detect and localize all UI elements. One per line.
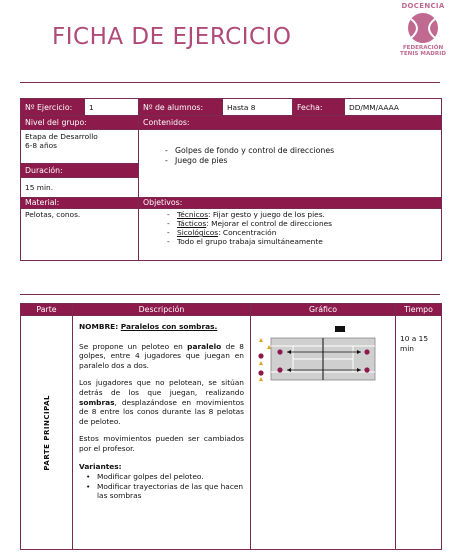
logo-org-line1: FEDERACIÓN — [402, 45, 444, 51]
duration-label: Duración: — [21, 164, 139, 178]
objectives-label: Objetivos: — [139, 198, 442, 209]
content-item: - Juego de pies — [175, 156, 437, 166]
exercise-number-label: Nº Ejercicio: — [21, 99, 85, 116]
variant-item: • Modificar trayectorias de las que hacen las sombras — [97, 482, 244, 501]
exercise-name: NOMBRE: Paralelos con sombras. — [79, 322, 218, 331]
content-item: - Golpes de fondo y control de direcciones — [175, 146, 437, 156]
exercise-table — [20, 303, 442, 550]
logo-org-line2: TENIS MADRID — [400, 51, 446, 57]
objective-item: - Todo el grupo trabaja simultáneamente — [177, 237, 437, 246]
time-cell: 10 a 15 min — [396, 316, 442, 550]
contents-label: Contenidos: — [139, 116, 442, 130]
col-header-time: Tiempo — [396, 304, 442, 316]
level-value — [21, 130, 139, 164]
students-value: Hasta 8 — [223, 99, 293, 116]
col-header-part: Parte — [21, 304, 73, 316]
part-name: PARTE PRINCIPAL — [42, 394, 51, 471]
objective-item: - Tácticos: Mejorar el control de direcciones — [177, 219, 437, 228]
objective-item: - Técnicos: Fijar gesto y juego de los pies. — [177, 210, 437, 219]
federation-logo — [385, 2, 460, 74]
objective-item: - Sicológicos: Concentración — [177, 228, 437, 237]
section-divider — [20, 294, 440, 295]
duration-value: 15 min. — [21, 178, 139, 198]
description-paragraph-3: Estos movimientos pueden ser cambiados por el profesor. — [79, 434, 244, 453]
contents-cell — [139, 130, 442, 198]
material-value: Pelotas, conos. — [21, 209, 139, 261]
col-header-description: Descripción — [73, 304, 251, 316]
description-cell — [73, 316, 251, 550]
exercise-number-value: 1 — [85, 99, 139, 116]
level-stage: Etapa de Desarrollo — [25, 132, 98, 141]
description-paragraph-1: Se propone un peloteo en paralelo de 8 golpes, entre 4 jugadores que juegan en paralelo dos a dos. — [79, 341, 244, 370]
date-value: DD/MM/AAAA — [345, 99, 442, 116]
material-label: Material: — [21, 198, 139, 209]
variant-item: • Modificar golpes del peloteo. — [97, 472, 244, 482]
students-label: Nº de alumnos: — [139, 99, 223, 116]
logo-top-text: DOCENCIA — [401, 2, 445, 10]
level-ages: 6-8 años — [25, 141, 58, 150]
header-divider — [20, 82, 440, 83]
level-label: Nivel del grupo: — [21, 116, 139, 130]
part-cell — [21, 316, 73, 550]
court-diagram — [253, 318, 393, 388]
graphic-cell — [251, 316, 396, 550]
date-label: Fecha: — [293, 99, 345, 116]
page-title: FICHA DE EJERCICIO — [52, 24, 292, 50]
description-paragraph-2: Los jugadores que no pelotean, se sitúan detrás de los que juegan, realizando sombras, desplazándose en movimientos de 8 entre los conos durante las 8 pelotas de peloteo. — [79, 378, 244, 426]
objectives-cell — [139, 209, 442, 261]
col-header-graphic: Gráfico — [251, 304, 396, 316]
info-table — [20, 98, 442, 261]
tennis-ball-icon — [406, 11, 440, 45]
variants-label: Variantes: — [79, 461, 122, 471]
